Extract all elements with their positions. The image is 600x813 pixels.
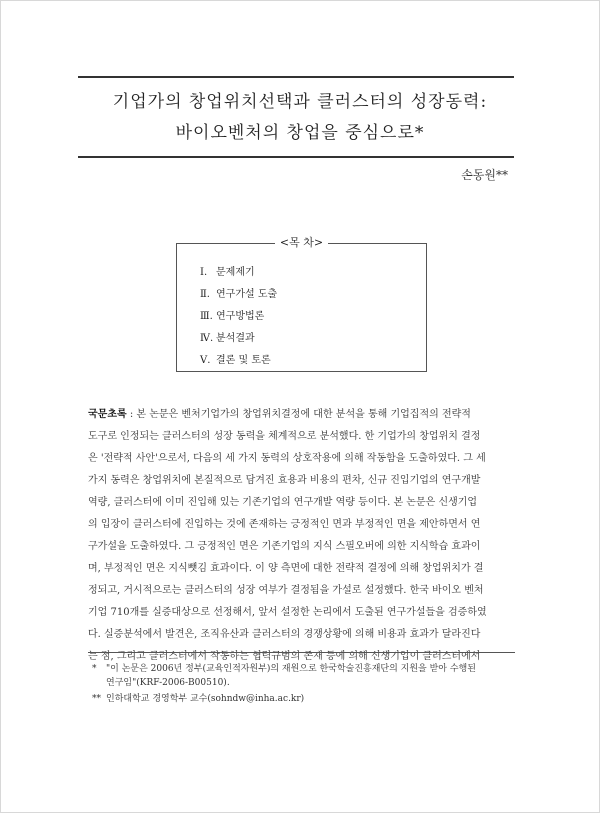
abstract-line bbox=[88, 404, 515, 426]
footnote-divider bbox=[88, 652, 515, 653]
abstract-line: 가지 동력은 창업위치에 본질적으로 담겨진 효용과 비용의 편차, 신규 진입기업의 연구개발 bbox=[88, 475, 481, 486]
abstract-line: 기업 710개를 실증대상으로 선정해서, 앞서 설정한 논리에서 도출된 연구가설들을 검증하였 bbox=[88, 607, 487, 618]
toc-item bbox=[200, 284, 277, 306]
abstract-text: : 본 논문은 벤처기업가의 창업위치결정에 대한 분석을 통해 기업집적의 전략적 bbox=[129, 409, 471, 420]
toc-item-number: Ⅱ. bbox=[200, 289, 210, 300]
abstract-line: 구가설을 도출하였다. 그 긍정적인 면은 기존기업의 지식 스필오버에 의한 지식학습 효과이 bbox=[88, 541, 481, 552]
abstract-line: 다. 실증분석에서 발견은, 조직유산과 클러스터의 경쟁상황에 의해 비용과 효과가 달라진다 bbox=[88, 629, 481, 640]
author-name: 손동원** bbox=[461, 168, 508, 182]
toc-item-label: 문제제기 bbox=[216, 267, 255, 278]
toc-item bbox=[200, 262, 277, 284]
footnote-text: "이 논문은 2006년 정부(교육인적자원부)의 재원으로 한국학술진흥재단의 지원을 받아 수행된 bbox=[106, 664, 476, 674]
paper-title-line-1: 기업가의 창업위치선택과 클러스터의 성장동력: bbox=[112, 92, 488, 112]
footnotes bbox=[92, 662, 512, 708]
footnote-text: 연구임"(KRF-2006-B00510). bbox=[106, 678, 230, 688]
toc-item-number: Ⅲ. bbox=[200, 311, 213, 322]
toc-title: <목 차> bbox=[177, 236, 426, 250]
toc-item-label: 분석결과 bbox=[216, 333, 255, 344]
footnote-affiliation bbox=[92, 692, 512, 706]
abstract-line: 은 '전략적 사안'으로서, 다음의 세 가지 동력의 상호작용에 의해 작동함을 도출하였다. 그 세 bbox=[88, 453, 486, 464]
footnote-funding bbox=[92, 662, 512, 690]
footnote-mark: * bbox=[92, 664, 97, 674]
footnote-text: 인하대학교 경영학부 교수(sohndw@inha.ac.kr) bbox=[106, 694, 305, 704]
toc-item-number: Ⅰ. bbox=[200, 267, 208, 278]
toc-item-label: 연구가설 도출 bbox=[216, 289, 278, 300]
toc-item bbox=[200, 306, 277, 328]
title-bottom-rule bbox=[78, 156, 514, 158]
toc-item-label: 연구방법론 bbox=[216, 311, 265, 322]
abstract-line: 며, 부정적인 면은 지식뺏김 효과이다. 이 양 측면에 대한 전략적 결정에 의해 창업위치가 결 bbox=[88, 563, 484, 574]
korean-abstract bbox=[88, 404, 515, 668]
abstract-line: 도구로 인정되는 클러스터의 성장 동력을 체계적으로 분석했다. 한 기업가의 창업위치 결정 bbox=[88, 431, 481, 442]
abstract-line: 정되고, 거시적으로는 클러스터의 성장 여부가 결정됨을 가설로 설정했다. 한국 바이오 벤처 bbox=[88, 585, 484, 596]
abstract-line: 역량, 클러스터에 이미 진입해 있는 기존기업의 연구개발 역량 등이다. 본 논문은 신생기업 bbox=[88, 497, 478, 508]
table-of-contents bbox=[176, 236, 427, 372]
toc-item bbox=[200, 350, 277, 372]
toc-item-number: Ⅳ. bbox=[200, 333, 214, 344]
footnote-mark: ** bbox=[92, 694, 101, 704]
abstract-label: 국문초록 bbox=[88, 409, 127, 420]
abstract-line: 의 입장이 클러스터에 진입하는 것에 존재하는 긍정적인 면과 부정적인 면을 제안하면서 연 bbox=[88, 519, 481, 530]
toc-item-number: Ⅴ. bbox=[200, 355, 211, 366]
toc-item-label: 결론 및 토론 bbox=[216, 355, 271, 366]
toc-list bbox=[200, 262, 277, 372]
title-top-rule bbox=[78, 76, 514, 78]
abstract-line: 는 점, 그리고 클러스터에서 작동하는 협력규범의 존재 등에 의해 신생기업이 클러스터에서 bbox=[88, 651, 481, 662]
paper-title-line-2: 바이오벤처의 창업을 중심으로* bbox=[175, 123, 425, 143]
toc-item bbox=[200, 328, 277, 350]
